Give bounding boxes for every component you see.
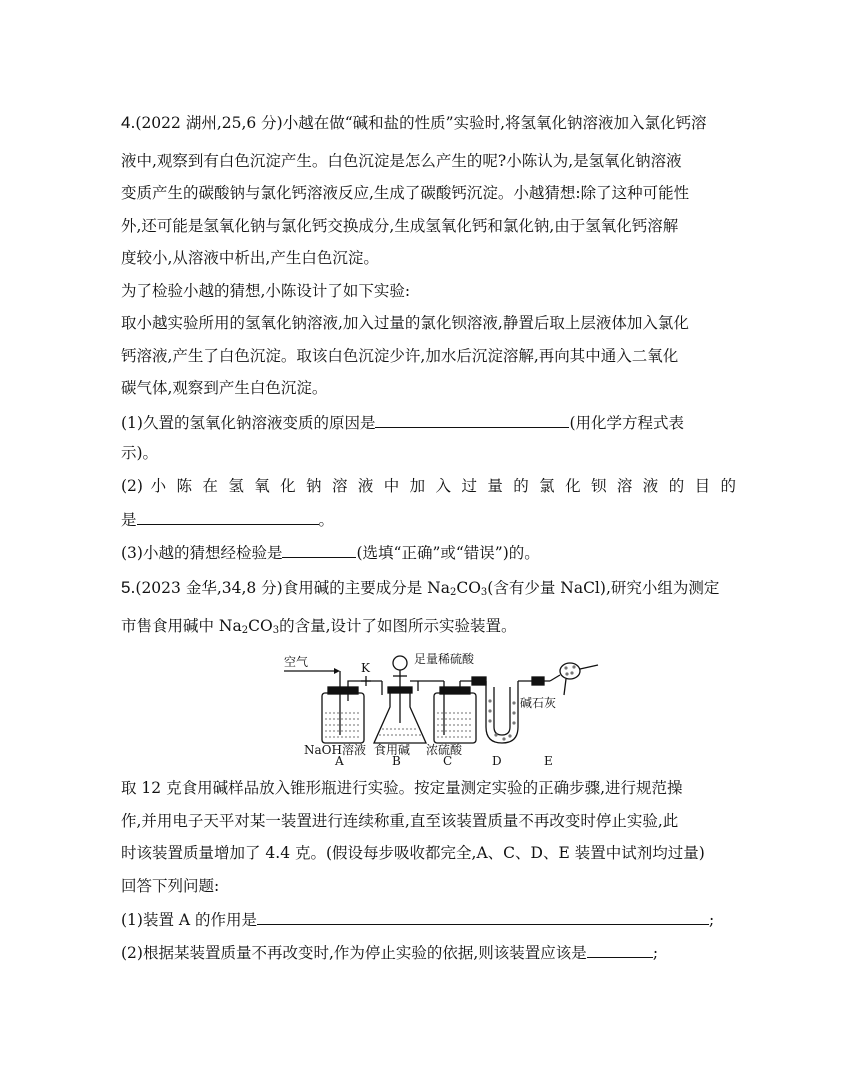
q5-line-5: 时该装置质量增加了 4.4 克。(假设每步吸收都完全,A、C、D、E 装置中试剂均过量) xyxy=(121,844,705,862)
q5-number: 5 xyxy=(121,578,131,597)
q5-text-a: 食用碱的主要成分是 Na xyxy=(282,579,450,597)
q4-line-6: 为了检验小越的猜想,小陈设计了如下实验: xyxy=(121,282,411,300)
q5-text-c: (含有少量 NaCl),研究小组为测定 xyxy=(487,579,720,597)
q5-sub2-prompt: (2)根据某装置质量不再改变时,作为停止实验的依据,则该装置应该是 xyxy=(121,944,587,962)
q4-line-8: 钙溶液,产生了白色沉淀。取该白色沉淀少许,加水后沉淀溶解,再向其中通入二氧化 xyxy=(121,347,679,365)
q4-number: 4 xyxy=(121,113,131,132)
q4-sub1-cont: 示)。 xyxy=(121,444,159,462)
q4-sub2-prompt: 是 xyxy=(121,511,137,529)
q5-l2-text-c: 的含量,设计了如图所示实验装置。 xyxy=(279,617,517,635)
q4-sub2 xyxy=(121,508,334,530)
label-e: E xyxy=(544,754,553,765)
q4-source: .(2022 湖州,25,6 分) xyxy=(130,114,283,132)
q5-sub1-prompt: (1)装置 A 的作用是 xyxy=(121,911,258,929)
q4-sub3-suffix: (选填“正确”或“错误”)的。 xyxy=(356,544,540,562)
q5-sub2 xyxy=(121,941,658,963)
bottle-a xyxy=(322,693,364,743)
q4-sub3 xyxy=(121,541,540,563)
q5-source: .(2023 金华,34,8 分) xyxy=(130,579,283,597)
label-c: C xyxy=(443,754,453,765)
q4-sub1-prompt: (1)久置的氢氧化钠溶液变质的原因是 xyxy=(121,414,376,432)
label-d: D xyxy=(492,754,502,765)
label-naoh: NaOH溶液 xyxy=(304,743,366,757)
q5-l2-text-a: 市售食用碱中 Na xyxy=(121,617,242,635)
label-conc-acid: 浓硫酸 xyxy=(426,743,463,757)
q4-sub2-answer-blank[interactable] xyxy=(137,508,319,525)
q5-sub-3: 3 xyxy=(480,587,488,598)
q4-text: 小越在做“碱和盐的性质”实验时,将氢氧化钠溶液加入氯化钙溶 xyxy=(282,114,707,132)
q4-sub3-prompt: (3)小越的猜想经检验是 xyxy=(121,544,283,562)
apparatus-figure xyxy=(282,651,602,765)
q5-sub1 xyxy=(121,908,714,930)
q5-sub1-answer-blank[interactable] xyxy=(257,908,709,925)
q4-line-5: 度较小,从溶液中析出,产生白色沉淀。 xyxy=(121,249,379,267)
drying-tube-e xyxy=(560,663,580,679)
q5-line-3: 取 12 克食用碱样品放入锥形瓶进行实验。按定量测定实验的正确步骤,进行规范操 xyxy=(121,779,683,797)
q5-line-4: 作,并用电子天平对某一装置进行连续称重,直至该装置质量不再改变时停止实验,此 xyxy=(121,812,679,830)
q4-line-2: 液中,观察到有白色沉淀产生。白色沉淀是怎么产生的呢?小陈认为,是氢氧化钠溶液 xyxy=(121,152,682,170)
q5-l2-sub-3: 3 xyxy=(272,625,280,636)
q4-sub1-answer-blank[interactable] xyxy=(375,411,569,428)
q4-line-4: 外,还可能是氢氧化钠与氯化钙交换成分,生成氢氧化钙和氯化钠,由于氢氧化钙溶解 xyxy=(121,217,679,235)
q4-sub3-answer-blank[interactable] xyxy=(282,541,356,558)
q4-sub1-suffix: (用化学方程式表 xyxy=(569,414,685,432)
q5-sub-2: 2 xyxy=(449,587,457,598)
label-b: B xyxy=(392,754,401,765)
q5-line-6: 回答下列问题: xyxy=(121,877,220,895)
label-acid: 足量稀硫酸 xyxy=(414,652,475,666)
q4-line-3: 变质产生的碳酸钠与氯化钙溶液反应,生成了碳酸钙沉淀。小越猜想:除了这种可能性 xyxy=(121,184,690,202)
dropping-funnel xyxy=(393,656,407,670)
label-food-alkali: 食用碱 xyxy=(374,743,411,757)
q4-sub2-line: (2) 小 陈 在 氢 氧 化 钠 溶 液 中 加 入 过 量 的 氯 化 钡 溶 液 的 目 的 xyxy=(121,477,736,495)
label-air: 空气 xyxy=(284,655,309,669)
q5-sub2-answer-blank[interactable] xyxy=(587,941,653,958)
q5-l2-sub-2: 2 xyxy=(241,625,249,636)
q5-text-b: CO xyxy=(456,579,481,597)
q4-line-1 xyxy=(121,113,707,133)
label-k: K xyxy=(361,661,370,675)
q5-l2-text-b: CO xyxy=(248,617,273,635)
q5-line-1 xyxy=(121,578,719,598)
q4-sub1 xyxy=(121,411,684,433)
q4-line-7: 取小越实验所用的氢氧化钠溶液,加入过量的氯化钡溶液,静置后取上层液体加入氯化 xyxy=(121,314,689,332)
q5-sub2-suffix: ; xyxy=(652,944,659,962)
label-soda-lime: 碱石灰 xyxy=(520,696,557,710)
bottle-c xyxy=(434,693,476,743)
q4-line-9: 碳气体,观察到产生白色沉淀。 xyxy=(121,379,328,397)
q5-sub1-suffix: ; xyxy=(709,911,715,929)
label-a: A xyxy=(335,754,344,765)
q5-line-2 xyxy=(121,616,517,636)
q4-sub2-suffix: 。 xyxy=(318,511,335,529)
